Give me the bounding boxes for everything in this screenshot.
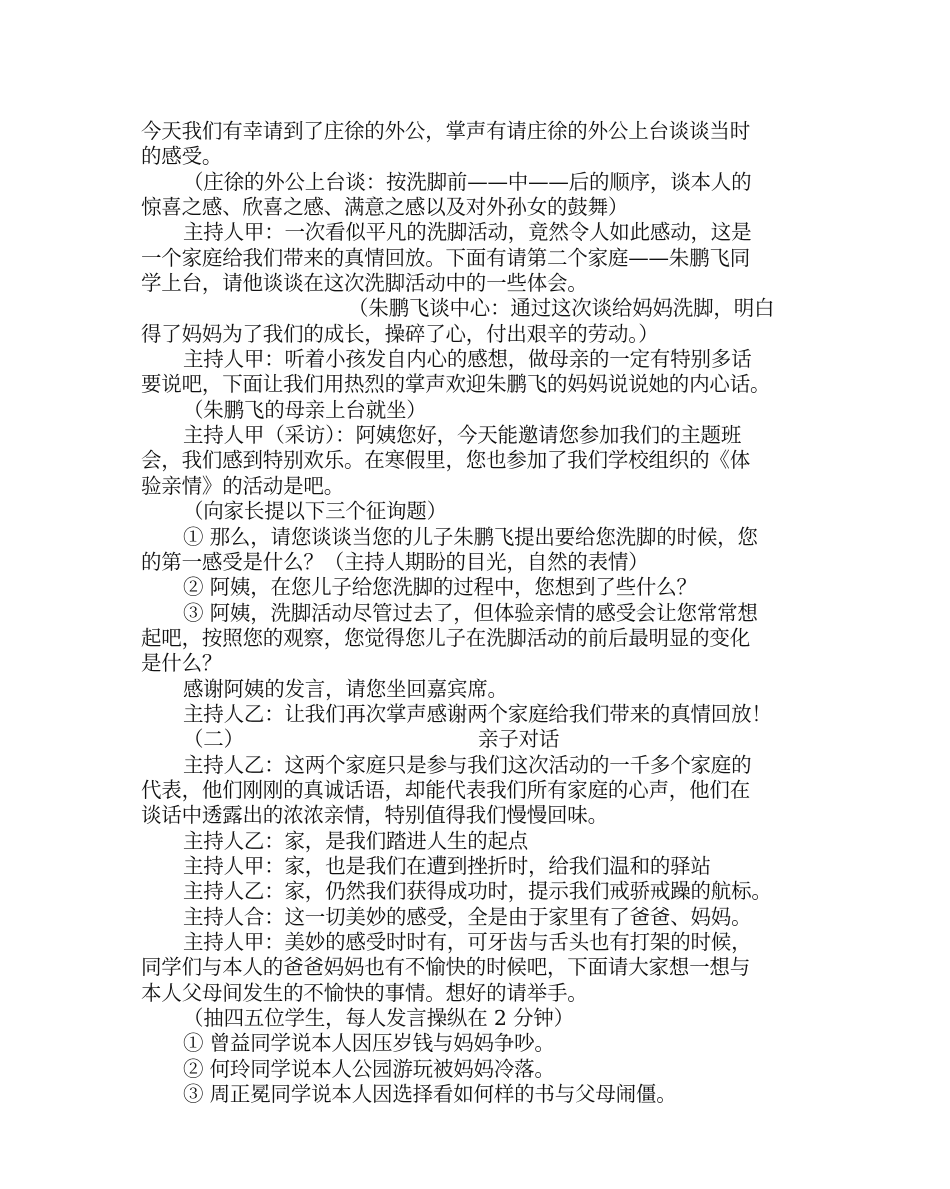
text-line: 主持人乙：家，是我们踏进人生的起点 xyxy=(183,828,529,853)
section-number: （二） xyxy=(183,727,244,752)
text-line: 主持人乙：这两个家庭只是参与我们这次活动的一千多个家庭的 xyxy=(183,752,752,777)
text-line: 同学们与本人的爸爸妈妈也有不愉快的时候吧，下面请大家想一想与 xyxy=(141,955,750,980)
text-line: 感谢阿姨的发言，请您坐回嘉宾席。 xyxy=(183,676,508,701)
text-line: 代表，他们刚刚的真诚话语，却能代表我们所有家庭的心声，他们在 xyxy=(141,777,750,802)
document-page xyxy=(141,119,819,1107)
text-line: ③ 周正冕同学说本人因选择看如何样的书与父母闹僵。 xyxy=(183,1082,677,1107)
section-title: 亲子对话 xyxy=(478,727,560,752)
text-line: 主持人甲：一次看似平凡的洗脚活动，竟然令人如此感动，这是 xyxy=(183,220,752,245)
text-line: 主持人甲（采访）：阿姨您好，今天能邀请您参加我们的主题班 xyxy=(183,423,742,448)
text-line: ② 阿姨，在您儿子给您洗脚的过程中，您想到了些什么？ xyxy=(183,575,697,600)
text-line: 验亲情》的活动是吧。 xyxy=(141,473,344,498)
text-line: 是什么？ xyxy=(141,651,223,676)
text-line: 主持人乙：让我们再次掌声感谢两个家庭给我们带来的真情回放！ xyxy=(183,701,772,726)
text-line: 惊喜之感、欣喜之感、满意之感以及对外孙女的鼓舞） xyxy=(141,195,629,220)
text-line: ① 那么，请您谈谈当您的儿子朱鹏飞提出要给您洗脚的时候，您 xyxy=(183,524,758,549)
text-line: 要说吧，下面让我们用热烈的掌声欢迎朱鹏飞的妈妈说说她的内心话。 xyxy=(141,372,771,397)
text-line: 谈话中透露出的浓浓亲情，特别值得我们慢慢回味。 xyxy=(141,803,608,828)
text-line: 的感受。 xyxy=(141,144,223,169)
text-line: （庄徐的外公上台谈：按洗脚前——中——后的顺序，谈本人的 xyxy=(183,169,752,194)
text-line: 主持人甲：美妙的感受时时有，可牙齿与舌头也有打架的时候， xyxy=(183,930,752,954)
text-line: 主持人甲：听着小孩发自内心的感想，做母亲的一定有特别多话 xyxy=(183,347,752,372)
text-line: （朱鹏飞谈中心：通过这次谈给妈妈洗脚，明白 xyxy=(348,296,775,321)
text-line: 会，我们感到特别欢乐。在寒假里，您也参加了我们学校组织的《体 xyxy=(141,448,750,473)
text-line: ① 曾益同学说本人因压岁钱与妈妈争吵。 xyxy=(183,1031,555,1056)
text-line: 今天我们有幸请到了庄徐的外公，掌声有请庄徐的外公上台谈谈当时 xyxy=(141,119,750,143)
text-line: 学上台，请他谈谈在这次洗脚活动中的一些体会。 xyxy=(141,271,588,296)
text-line: ② 何玲同学说本人公园游玩被妈妈冷落。 xyxy=(183,1056,555,1081)
text-line: 得了妈妈为了我们的成长，操碎了心，付出艰辛的劳动。） xyxy=(141,321,659,346)
section-heading xyxy=(141,727,819,752)
text-line: 的第一感受是什么？（主持人期盼的目光，自然的表情） xyxy=(141,549,649,574)
text-line: 起吧，按照您的观察，您觉得您儿子在洗脚活动的前后最明显的变化 xyxy=(141,625,750,650)
text-line: （向家长提以下三个征询题） xyxy=(183,499,447,524)
text-line: （朱鹏飞的母亲上台就坐） xyxy=(183,397,427,422)
text-line: 一个家庭给我们带来的真情回放。下面有请第二个家庭——朱鹏飞同 xyxy=(141,245,750,270)
text-line: 主持人乙：家，仍然我们获得成功时，提示我们戒骄戒躁的航标。 xyxy=(183,879,772,904)
text-line: ③ 阿姨，洗脚活动尽管过去了，但体验亲情的感受会让您常常想 xyxy=(183,600,758,625)
text-line: 主持人甲：家，也是我们在遭到挫折时，给我们温和的驿站 xyxy=(183,853,711,878)
text-line: （抽四五位学生，每人发言操纵在 2 分钟） xyxy=(183,1006,574,1031)
text-line: 本人父母间发生的不愉快的事情。想好的请举手。 xyxy=(141,980,588,1005)
text-line: 主持人合：这一切美妙的感受，全是由于家里有了爸爸、妈妈。 xyxy=(183,904,752,929)
